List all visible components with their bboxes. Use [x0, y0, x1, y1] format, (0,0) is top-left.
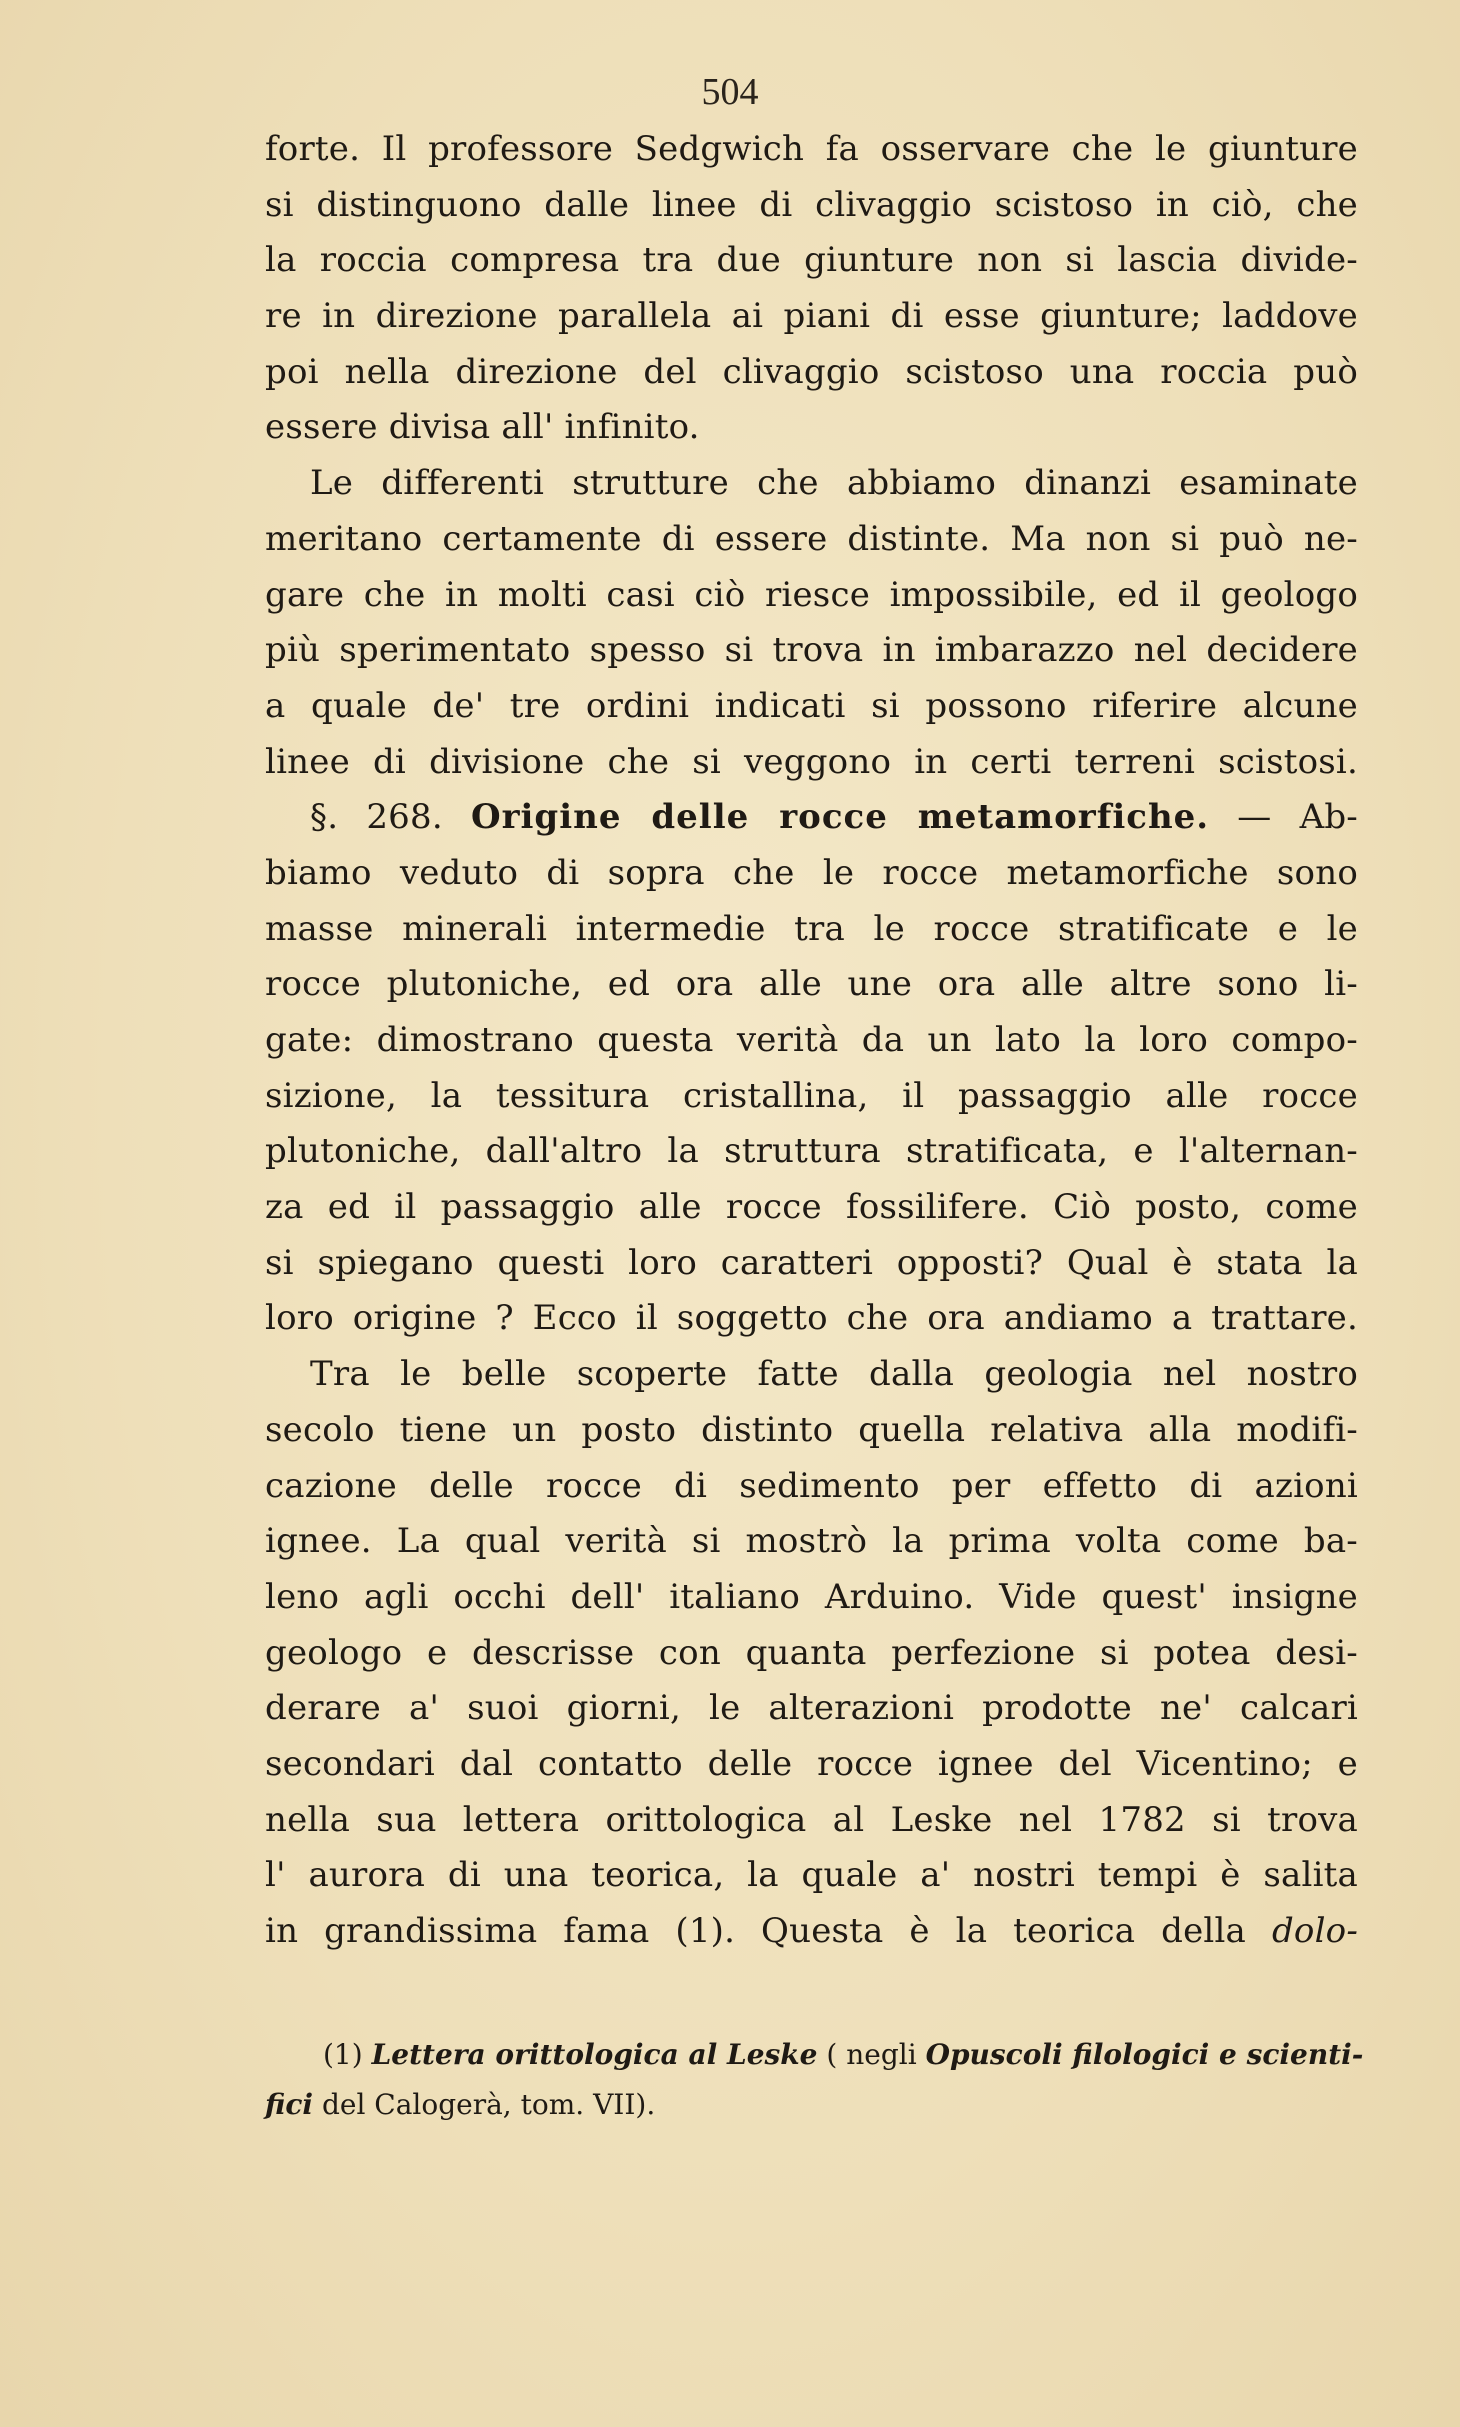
- page-number: 504: [701, 71, 759, 113]
- text-line: biamo veduto di sopra che le rocce metamorfiche sono: [265, 852, 1358, 893]
- footnote-source-end: fici: [265, 2088, 314, 2121]
- text-line: Tra le belle scoperte fatte dalla geologia nel nostro: [310, 1354, 1358, 1395]
- section-heading-line: [265, 790, 1358, 846]
- text-line: gare che in molti casi ciò riesce impossibile, ed il geologo: [265, 574, 1358, 615]
- text-line: cazione delle rocce di sedimento per effetto di azioni: [265, 1465, 1358, 1506]
- text-line: poi nella direzione del clivaggio scistoso una roccia può: [265, 351, 1358, 392]
- text-line: leno agli occhi dell' italiano Arduino. Vide quest' insigne: [265, 1576, 1358, 1617]
- text-line: ignee. La qual verità si mostrò la prima volta come ba-: [265, 1521, 1358, 1562]
- footnote-marker: (1): [323, 2038, 363, 2071]
- text-line: la roccia compresa tra due giunture non si lascia divide-: [265, 240, 1358, 281]
- text-line: l' aurora di una teorica, la quale a' nostri tempi è salita: [265, 1855, 1358, 1896]
- text-line: secondari dal contatto delle rocce ignee del Vicentino; e: [265, 1743, 1358, 1784]
- text-line: masse minerali intermedie tra le rocce stratificate e le: [265, 908, 1358, 949]
- section-heading: Origine delle rocce metamorfiche.: [470, 797, 1210, 838]
- text-line: a quale de' tre ordini indicati si possono riferire alcune: [265, 685, 1358, 726]
- footnote-source: Opuscoli filologici e scienti-: [925, 2038, 1364, 2071]
- footnote: [265, 2030, 1364, 2130]
- text-line: si spiegano questi loro caratteri opposti? Qual è stata la: [265, 1242, 1358, 1283]
- text-line: za ed il passaggio alle rocce fossilifere. Ciò posto, come: [265, 1187, 1358, 1228]
- text-line: re in direzione parallela ai piani di esse giunture; laddove: [265, 296, 1358, 337]
- text-line-final: [265, 1904, 1358, 1960]
- text-line: loro origine ? Ecco il soggetto che ora andiamo a trattare.: [265, 1298, 1358, 1339]
- text-line: forte. Il professore Sedgwich fa osservare che le giunture: [265, 129, 1358, 169]
- text-line: linee di divisione che si veggono in certi terreni scistosi.: [265, 741, 1358, 782]
- text-line: rocce plutoniche, ed ora alle une ora alle altre sono li-: [265, 964, 1358, 1005]
- footnote-line: [265, 2030, 1364, 2080]
- body-text: [265, 122, 1358, 1960]
- text-line: si distinguono dalle linee di clivaggio scistoso in ciò, che: [265, 184, 1358, 225]
- final-line-text: in grandissima fama (1). Questa è la teorica della: [265, 1911, 1247, 1951]
- text-line: più sperimentato spesso si trova in imbarazzo nel decidere: [265, 630, 1358, 671]
- text-line: derare a' suoi giorni, le alterazioni prodotte ne' calcari: [265, 1688, 1358, 1729]
- footnote-title: Lettera orittologica al Leske: [371, 2038, 818, 2071]
- text-line: secolo tiene un posto distinto quella relativa alla modifi-: [265, 1409, 1358, 1450]
- final-line-italic: dolo-: [1271, 1911, 1359, 1951]
- footnote-middle: ( negli: [826, 2038, 917, 2071]
- text-line: Le differenti strutture che abbiamo dinanzi esaminate: [310, 463, 1358, 504]
- text-line: gate: dimostrano questa verità da un lato la loro compo-: [265, 1020, 1358, 1060]
- heading-tail: — Ab-: [1237, 797, 1358, 838]
- text-line: plutoniche, dall'altro la struttura stratificata, e l'alternan-: [265, 1131, 1358, 1172]
- text-line: meritano certamente di essere distinte. Ma non si può ne-: [265, 518, 1358, 559]
- text-line: essere divisa all' infinito.: [265, 407, 700, 448]
- text-line: sizione, la tessitura cristallina, il passaggio alle rocce: [265, 1075, 1358, 1116]
- text-line: geologo e descrisse con quanta perfezione si potea desi-: [265, 1632, 1358, 1673]
- footnote-tail: del Calogerà, tom. VII).: [321, 2088, 656, 2121]
- text-line: nella sua lettera orittologica al Leske nel 1782 si trova: [265, 1799, 1358, 1840]
- footnote-line: [265, 2080, 1358, 2130]
- section-mark: §. 268.: [310, 797, 443, 838]
